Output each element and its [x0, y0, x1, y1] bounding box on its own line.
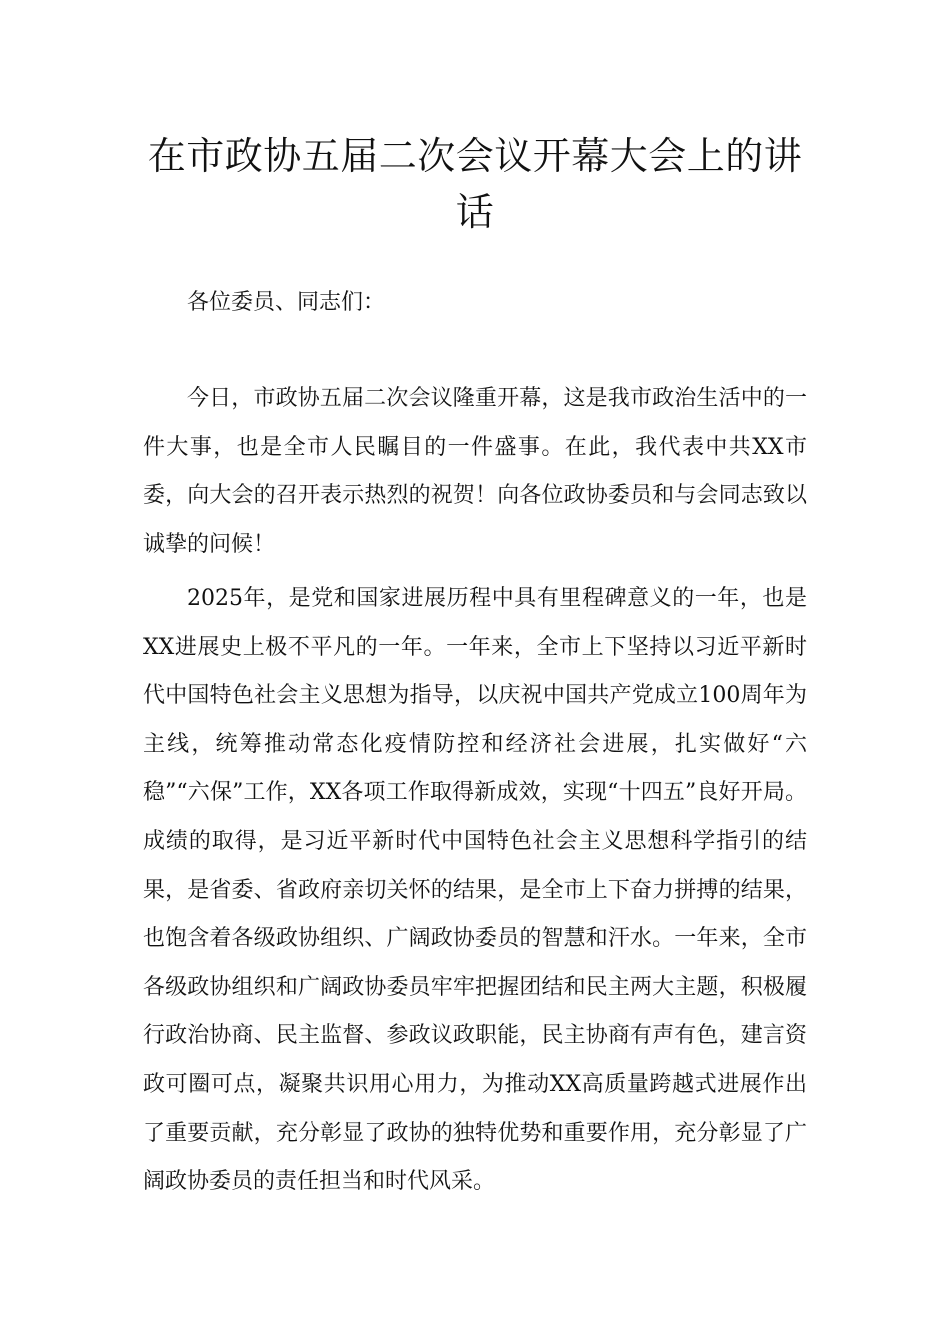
paragraph: 今日，市政协五届二次会议隆重开幕，这是我市政治生活中的一件大事，也是全市人民瞩目的一件盛事。在此，我代表中共XX市委，向大会的召开表示热烈的祝贺！向各位政协委员和与会同志致以诚挚的问候！: [143, 386, 807, 557]
document-title: 在市政协五届二次会议开幕大会上的讲话: [147, 134, 803, 234]
salutation: 各位委员、同志们：: [187, 290, 386, 315]
paragraph: 2025年，是党和国家进展历程中具有里程碑意义的一年，也是XX进展史上极不平凡的一年。一年来，全市上下坚持以习近平新时代中国特色社会主义思想为指导，以庆祝中国共产党成立100周年为主线，统筹推动常态化疫情防控和经济社会进展，扎实做好“六稳”“六保”工作，XX各项工作取得新成效，实现“十四五”良好开局。成绩的取得，是习近平新时代中国特色社会主义思想科学指引的结果，是省委、省政府亲切关怀的结果，是全市上下奋力拼搏的结果，也饱含着各级政协组织、广阔政协委员的智慧和汗水。一年来，全市各级政协组织和广阔政协委员牢牢把握团结和民主两大主题，积极履行政治协商、民主监督、参政议政职能，民主协商有声有色，建言资政可圈可点，凝聚共识用心用力，为推动XX高质量跨越式进展作出了重要贡献，充分彰显了政协的独特优势和重要作用，充分彰显了广阔政协委员的责任担当和时代风采。: [143, 586, 807, 1195]
